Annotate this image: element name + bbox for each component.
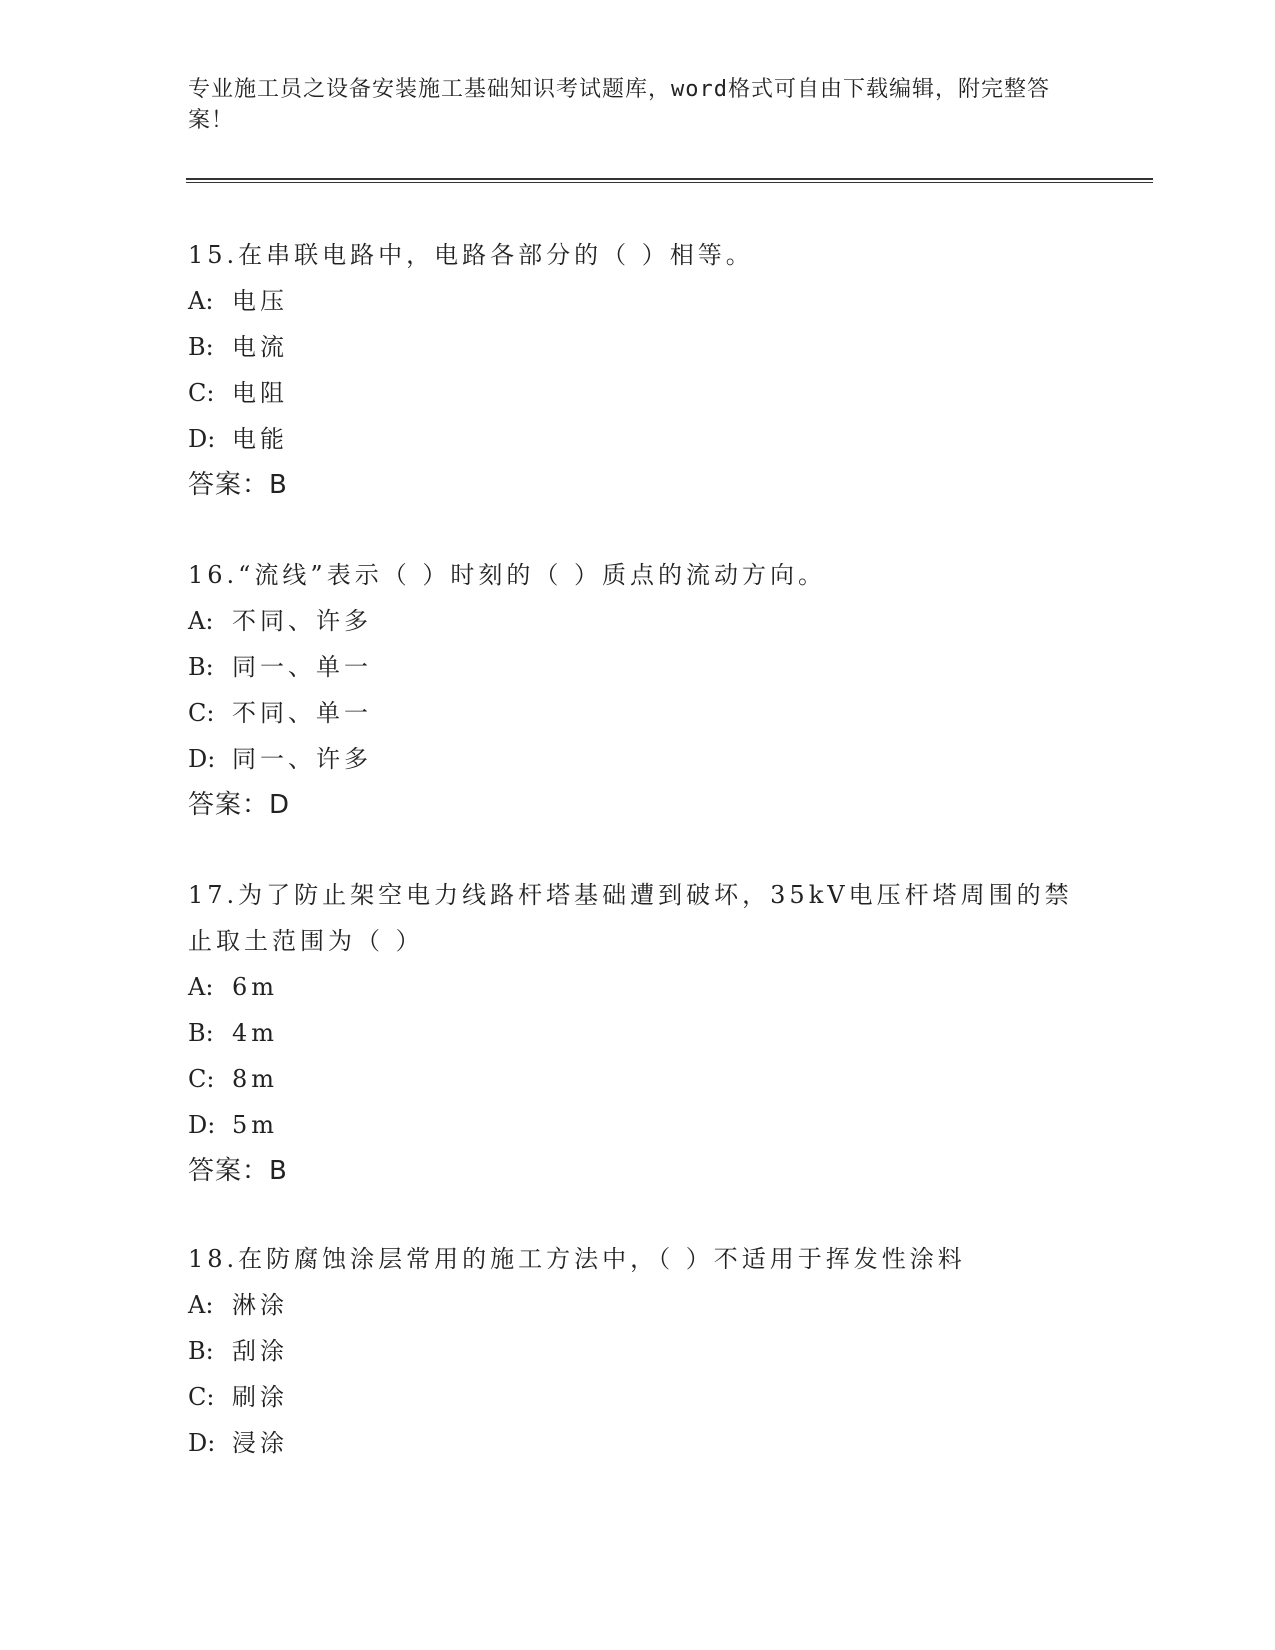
option-b	[188, 644, 1088, 690]
option-text: 6m	[232, 973, 279, 1001]
option-c	[188, 370, 1088, 416]
question-stem: 18.在防腐蚀涂层常用的施工方法中，（ ）不适用于挥发性涂料	[188, 1245, 966, 1273]
option-a	[188, 964, 1088, 1010]
option-c	[188, 1374, 1088, 1420]
answer-line: 答案：B	[188, 470, 288, 500]
header-divider-thick	[186, 178, 1153, 180]
option-c	[188, 690, 1088, 736]
option-key: D:	[188, 1111, 216, 1139]
option-text: 同一、单一	[232, 653, 372, 681]
option-text: 电能	[232, 425, 288, 453]
option-text: 不同、许多	[232, 607, 372, 635]
option-text: 电阻	[232, 379, 288, 407]
question-stem: 16.“流线”表示（ ）时刻的（ ）质点的流动方向。	[188, 561, 826, 589]
option-a	[188, 278, 1088, 324]
option-key: B:	[188, 1019, 214, 1047]
option-key: D:	[188, 425, 216, 453]
option-d	[188, 1102, 1088, 1148]
question-stem: 17.为了防止架空电力线路杆塔基础遭到破坏，35kV电压杆塔周围的禁止取土范围为（ ）	[188, 881, 1073, 955]
question-stem: 15.在串联电路中，电路各部分的（ ）相等。	[188, 241, 754, 269]
option-c	[188, 1056, 1088, 1102]
option-text: 浸涂	[232, 1429, 288, 1457]
option-key: A:	[188, 973, 214, 1001]
option-key: A:	[188, 607, 214, 635]
option-b	[188, 324, 1088, 370]
question-16	[188, 552, 1088, 828]
option-d	[188, 416, 1088, 462]
option-text: 电流	[232, 333, 288, 361]
option-key: C:	[188, 379, 215, 407]
option-key: C:	[188, 699, 215, 727]
question-17	[188, 872, 1088, 1194]
option-key: B:	[188, 333, 214, 361]
option-text: 刷涂	[232, 1383, 288, 1411]
option-b	[188, 1328, 1088, 1374]
option-b	[188, 1010, 1088, 1056]
option-text: 同一、许多	[232, 745, 372, 773]
option-key: C:	[188, 1383, 215, 1411]
option-text: 4m	[232, 1019, 279, 1047]
option-text: 8m	[232, 1065, 279, 1093]
answer-line: 答案：B	[188, 1156, 288, 1186]
option-key: B:	[188, 1337, 214, 1365]
option-a	[188, 1282, 1088, 1328]
option-key: B:	[188, 653, 214, 681]
option-a	[188, 598, 1088, 644]
option-key: C:	[188, 1065, 215, 1093]
option-text: 刮涂	[232, 1337, 288, 1365]
question-15	[188, 232, 1088, 508]
answer-line: 答案：D	[188, 790, 291, 820]
option-text: 电压	[232, 287, 288, 315]
option-key: D:	[188, 1429, 216, 1457]
header-divider-thin	[186, 182, 1153, 183]
question-18	[188, 1236, 1088, 1466]
option-key: A:	[188, 287, 214, 315]
option-d	[188, 1420, 1088, 1466]
option-key: A:	[188, 1291, 214, 1319]
document-description: 专业施工员之设备安装施工基础知识考试题库，word格式可自由下载编辑，附完整答案！	[188, 77, 1050, 133]
option-text: 淋涂	[232, 1291, 288, 1319]
option-text: 不同、单一	[232, 699, 372, 727]
option-key: D:	[188, 745, 216, 773]
option-d	[188, 736, 1088, 782]
option-text: 5m	[232, 1111, 279, 1139]
